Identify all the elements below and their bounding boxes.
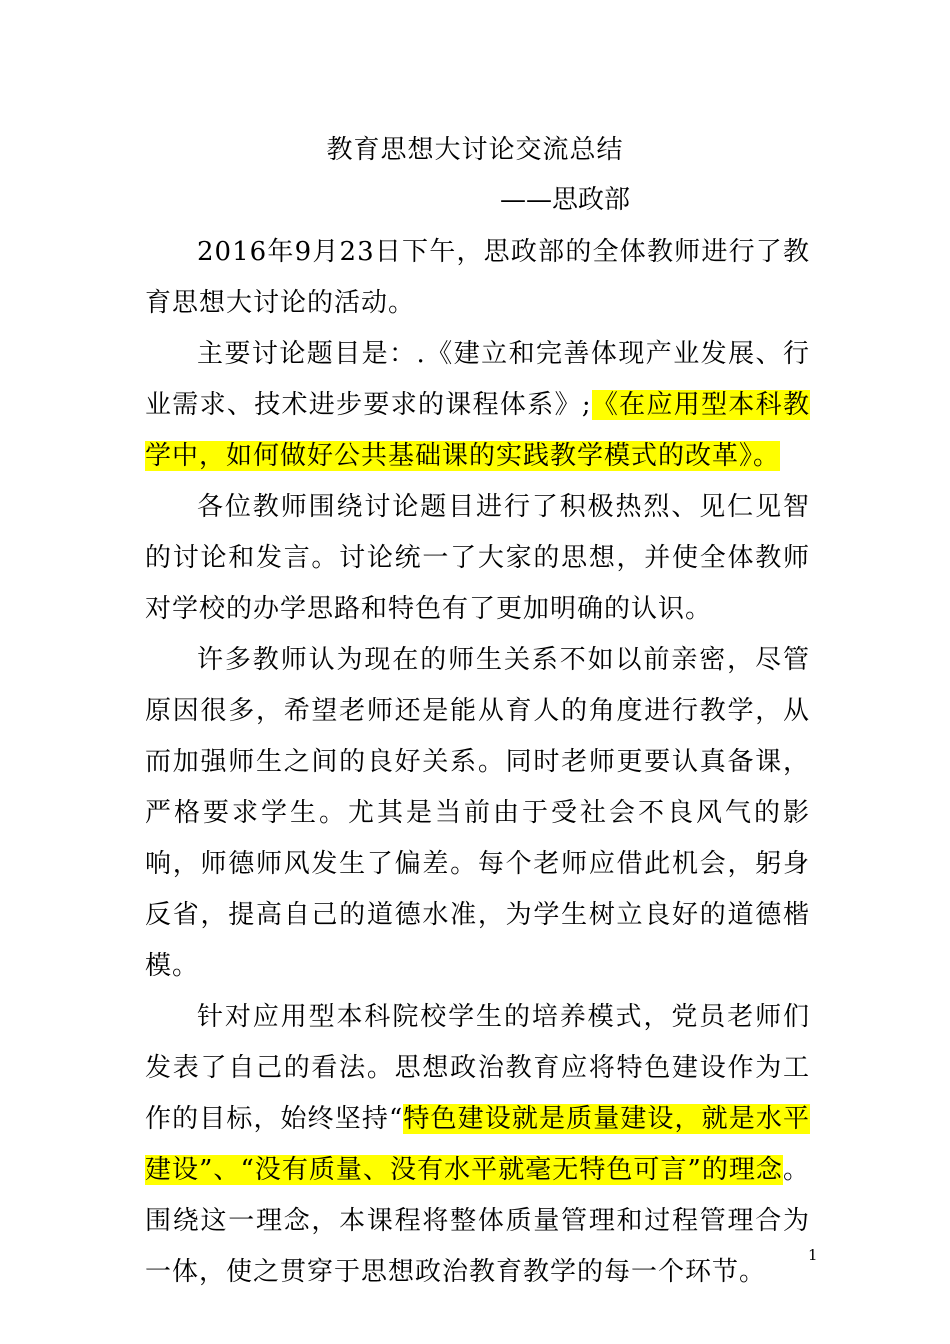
document-title: 教育思想大讨论交流总结 — [326, 135, 624, 165]
document-byline: ——思政部 — [500, 185, 631, 215]
highlighted-principle: 特色建设就是质量建设，就是水平建设”、“没有质量、没有水平就毫无特色可言”的理念 — [145, 1104, 810, 1185]
paragraph-teacher-views: 许多教师认为现在的师生关系不如以前亲密，尽管原因很多，希望老师还是能从育人的角度进行教学，从而加强师生之间的良好关系。同时老师更要认真备课，严格要求学生。尤其是当前由于受社会不良风气的影响，师德师风发生了偏差。每个老师应借此机会，躬身反省，提高自己的道德水准，为学生树立良好的道德楷模。 — [145, 645, 810, 981]
paragraph-discussion: 各位教师围绕讨论题目进行了积极热烈、见仁见智的讨论和发言。讨论统一了大家的思想，并使全体教师对学校的办学思路和特色有了更加明确的认识。 — [145, 492, 810, 624]
document-body — [145, 227, 810, 1298]
topics-text: 主要讨论题目是：.《建立和完善体现产业发展、行业需求、技术进步要求的课程体系》; — [145, 339, 810, 420]
training-model-text-after: 。围绕这一理念，本课程将整体质量管理和过程管理合为一体，使之贯穿于思想政治教育教学的每一个环节。 — [145, 1155, 810, 1287]
paragraph-training-model — [145, 992, 810, 1298]
highlighted-topic: 《在应用型本科教学中，如何做好公共基础课的实践教学模式的改革》。 — [145, 390, 810, 471]
page-number: 1 — [808, 1246, 818, 1264]
training-model-text: 针对应用型本科院校学生的培养模式，党员老师们发表了自己的看法。思想政治教育应将特色建设作为工作的目标，始终坚持“ — [145, 1002, 810, 1134]
paragraph-topics — [145, 329, 810, 482]
paragraph-date: 2016年9月23日下午，思政部的全体教师进行了教育思想大讨论的活动。 — [145, 237, 810, 318]
